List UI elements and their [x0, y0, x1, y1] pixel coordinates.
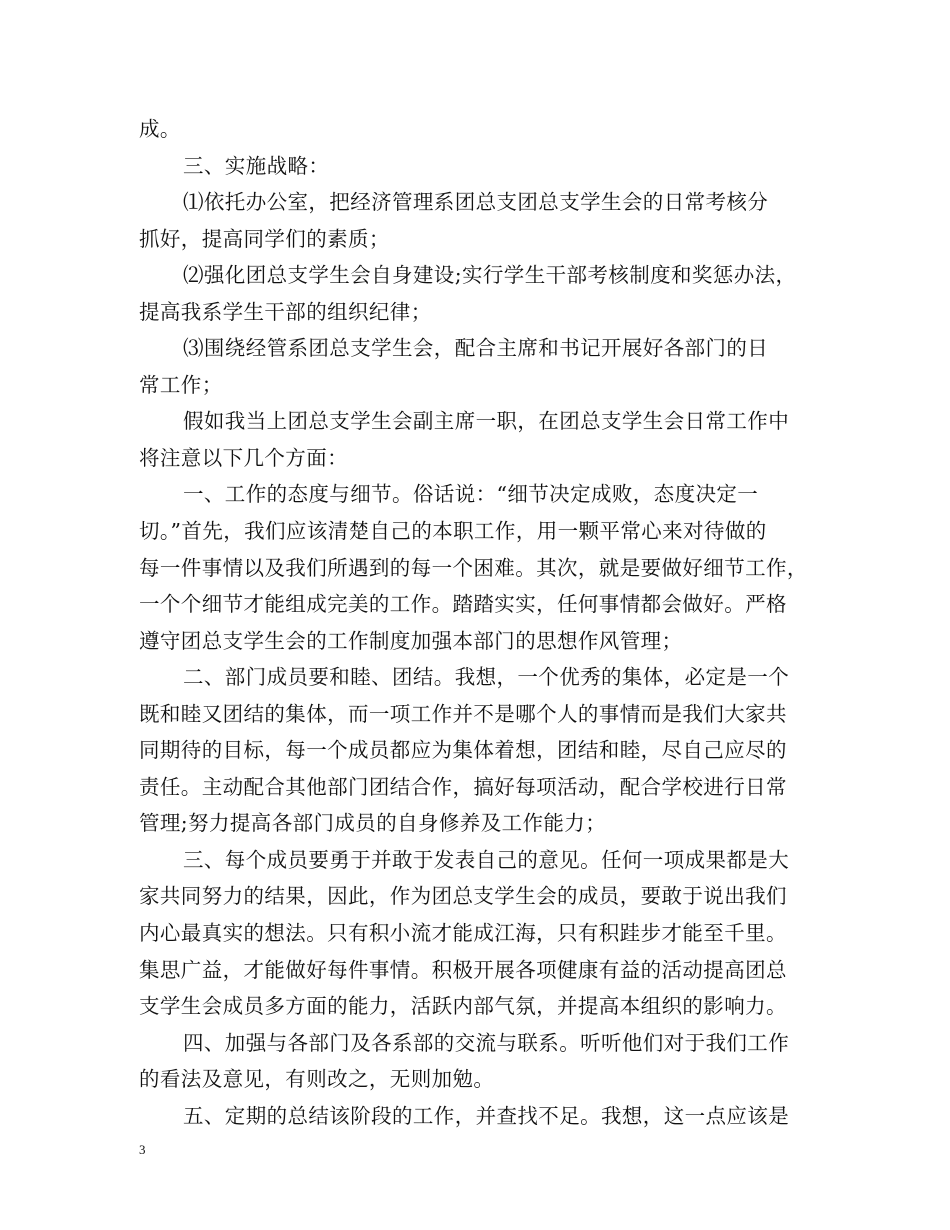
- text-line: 集思广益，才能做好每件事情。积极开展各项健康有益的活动提高团总: [139, 957, 787, 982]
- text-line: 既和睦又团结的集体，而一项工作并不是哪个人的事情而是我们大家共: [139, 701, 787, 726]
- text-line: 同期待的目标，每一个成员都应为集体着想，团结和睦，尽自己应尽的: [139, 738, 787, 763]
- text-line: 提高我系学生干部的组织纪律；: [139, 299, 432, 324]
- text-line: 三、每个成员要勇于并敢于发表自己的意见。任何一项成果都是大: [183, 847, 790, 872]
- text-line: 一个个细节才能组成完美的工作。踏踏实实，任何事情都会做好。严格: [139, 592, 787, 617]
- text-line: 责任。主动配合其他部门团结合作，搞好每项活动，配合学校进行日常: [139, 774, 787, 799]
- text-line: 内心最真实的想法。只有积小流才能成江海，只有积跬步才能至千里。: [139, 921, 787, 946]
- text-line: 的看法及意见，有则改之，无则加勉。: [139, 1067, 495, 1092]
- document-body: [139, 111, 819, 1134]
- text-line: 家共同努力的结果，因此，作为团总支学生会的成员，要敢于说出我们: [139, 884, 787, 909]
- text-line: 管理;努力提高各部门成员的自身修养及工作能力；: [139, 811, 607, 836]
- text-line: 假如我当上团总支学生会副主席一职，在团总支学生会日常工作中: [183, 409, 790, 434]
- text-line: 每一件事情以及我们所遇到的每一个困难。其次，就是要做好细节工作，: [139, 555, 808, 580]
- text-line: 遵守团总支学生会的工作制度加强本部门的思想作风管理；: [139, 628, 683, 653]
- text-line: 常工作；: [139, 372, 223, 397]
- text-line: ⑶围绕经管系团总支学生会，配合主席和书记开展好各部门的日: [183, 336, 769, 361]
- text-line: 成。: [139, 117, 181, 141]
- page-number: 3: [139, 1142, 146, 1157]
- text-line: ⑵强化团总支学生会自身建设;实行学生干部考核制度和奖惩办法，: [183, 263, 797, 288]
- text-line: 一、工作的态度与细节。俗话说：“细节决定成败，态度决定一: [183, 482, 759, 507]
- text-line: 二、部门成员要和睦、团结。我想，一个优秀的集体，必定是一个: [183, 665, 790, 690]
- text-line: 五、定期的总结该阶段的工作，并查找不足。我想，这一点应该是: [183, 1103, 790, 1128]
- text-line: 四、加强与各部门及各系部的交流与联系。听听他们对于我们工作: [183, 1030, 790, 1055]
- text-line: 支学生会成员多方面的能力，活跃内部气氛，并提高本组织的影响力。: [139, 994, 787, 1019]
- text-line: 三、实施战略：: [183, 153, 330, 178]
- text-line: 将注意以下几个方面：: [139, 445, 348, 470]
- text-line: 抓好，提高同学们的素质；: [139, 226, 390, 251]
- text-line: 切。”首先，我们应该清楚自己的本职工作，用一颗平常心来对待做的: [139, 519, 767, 544]
- text-line: ⑴依托办公室，把经济管理系团总支团总支学生会的日常考核分: [183, 190, 769, 215]
